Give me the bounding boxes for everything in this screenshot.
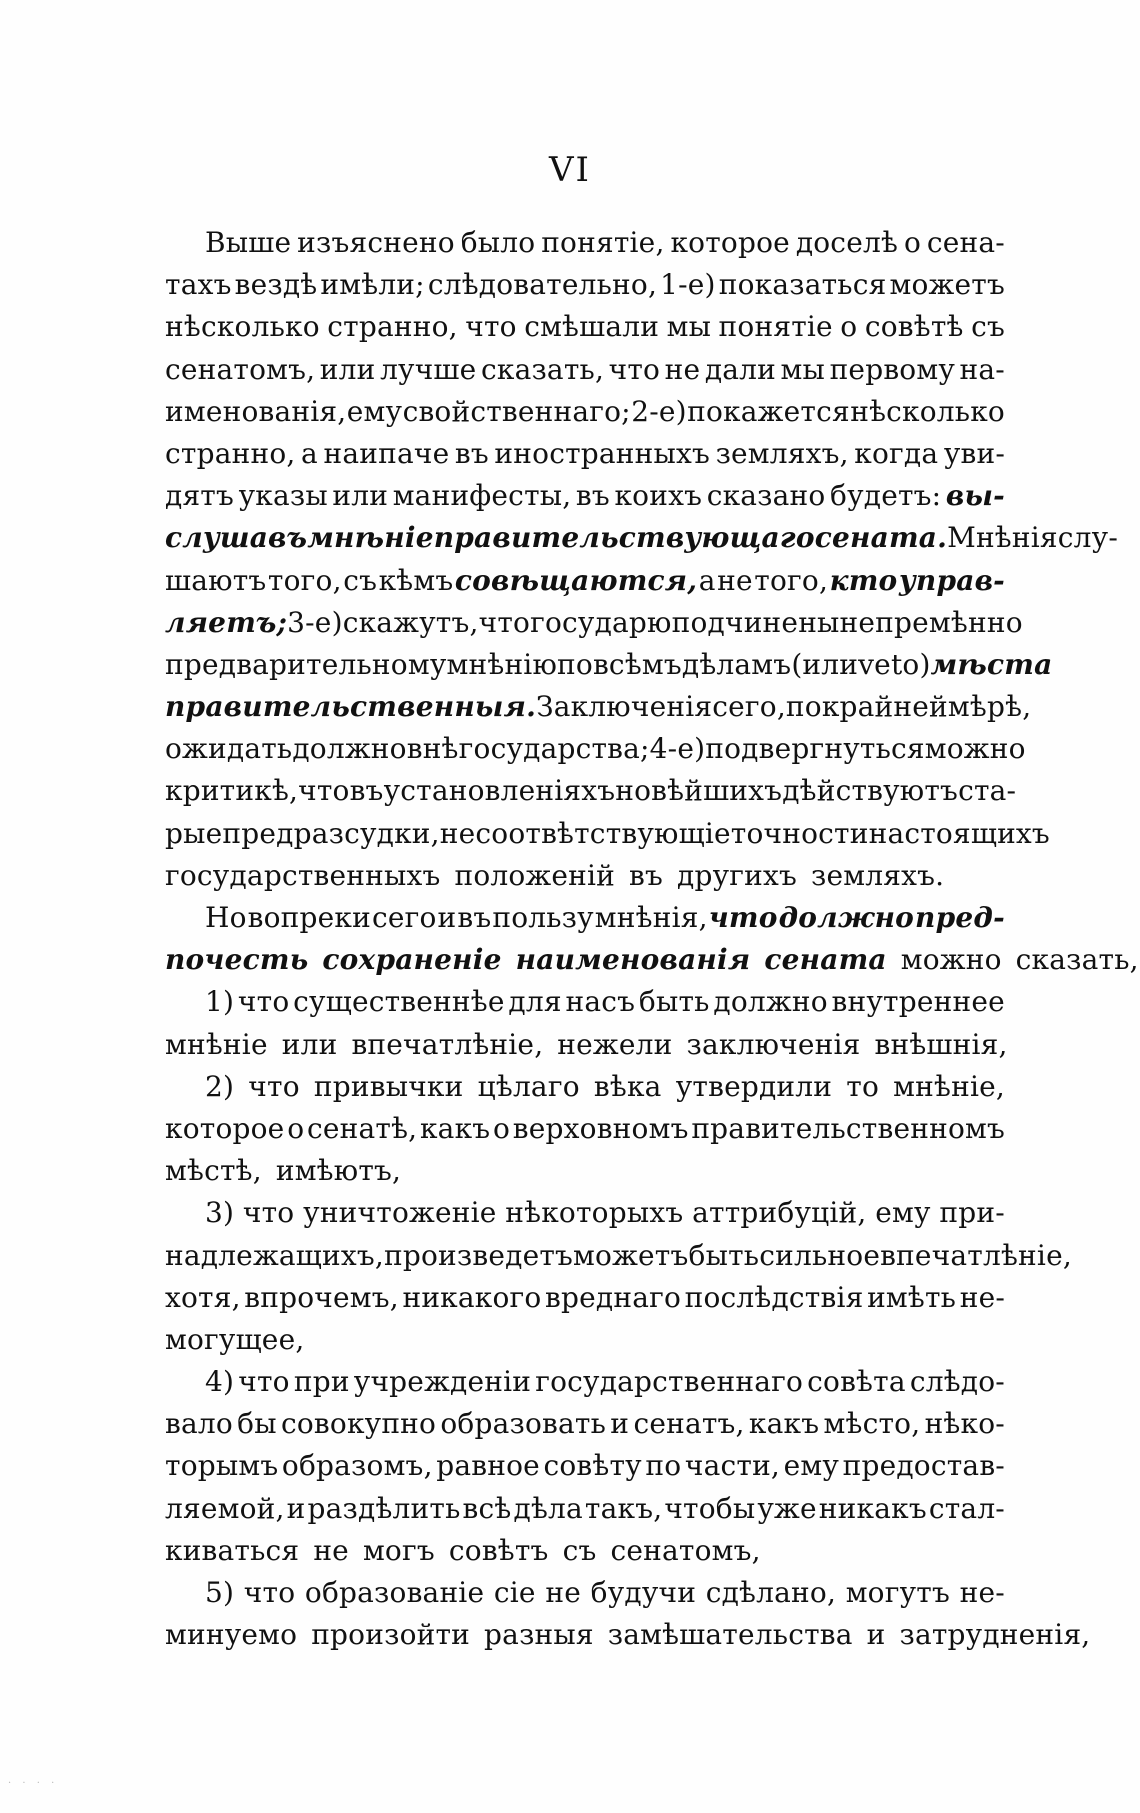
text-line [165,1108,1005,1150]
word: раздѣлить [307,1491,461,1525]
text-line [165,813,1050,855]
text-line [165,1150,1005,1192]
text-line [165,855,1005,897]
text-line [165,644,1053,686]
text-line [165,222,1005,264]
text-line [165,264,1005,306]
word: что [242,1196,295,1230]
word: не- [959,1576,1005,1609]
word: уже [757,1491,817,1525]
word: можно [900,943,1002,977]
word: и [286,1491,306,1525]
word: сдѣлано, [705,1576,837,1609]
word: 2) [205,1069,235,1103]
scan-edge-dots: · · · · [8,1778,59,1789]
text-line [165,433,1005,475]
word: дѣла [513,1491,583,1525]
word: когда [854,436,939,470]
word: лучше [380,352,477,386]
word: образовать [440,1407,607,1441]
text-line [165,1445,1005,1487]
word: аттрибуцій, [692,1196,867,1230]
emphasized-word: кто [829,563,898,597]
word: что [298,774,350,808]
text-line [165,770,1017,812]
word: всѣ [462,1491,512,1525]
emphasized-word: должно [778,901,915,934]
emphasized-word: слушавъ [165,521,308,555]
word: а [698,563,716,597]
word: сенатѣ, [306,1111,418,1145]
text-line [165,391,1005,433]
word: сена- [926,226,1005,259]
word: сіе [493,1576,536,1609]
word: скажутъ, [342,605,479,639]
word: государства; [458,732,650,766]
word: послѣдствія [684,1280,864,1314]
word: именованія, [165,394,347,428]
word: при- [939,1196,1005,1230]
word: ему [875,1196,931,1230]
word: цѣлаго [477,1069,580,1103]
text-line [165,1235,1072,1277]
word: дятъ [165,479,235,513]
word: всѣмъ [592,647,682,681]
emphasized-word: совѣщаются, [454,563,698,597]
word: ему [346,394,403,428]
word: точности [730,816,869,850]
word: нѣкоторыхъ [505,1196,684,1230]
word: или [281,1027,338,1061]
word: хотя, [165,1280,241,1314]
word: мы [666,310,712,344]
word: въ [349,774,384,808]
word: по [645,1449,682,1483]
word: шаютъ [165,563,267,597]
word: понятіе, [541,226,665,259]
word: совѣта [807,1365,906,1399]
emphasized-word: сохраненіе [322,943,502,977]
word: странно, [165,436,296,470]
word: слу- [1057,521,1118,555]
word: иностранныхъ [494,436,711,470]
word: съ [971,310,1005,344]
word: не [664,352,701,386]
word: правительственномъ [691,1111,1005,1145]
word: быть [638,985,710,1019]
word: насъ [565,985,636,1019]
word: образованіе [304,1576,485,1609]
emphasized-word: сената [764,943,887,977]
word: минуемо [165,1618,298,1652]
word: кѣмъ [378,563,454,597]
word: 1) [205,985,235,1019]
word: имѣютъ, [275,1154,402,1188]
word: 5) [205,1576,235,1609]
word: предостав- [842,1449,1005,1483]
word: Но [205,901,247,934]
word: внутреннее [831,985,1005,1019]
word: сказать, [480,352,605,386]
word: будучи [590,1576,697,1609]
word: сенатомъ, [165,352,316,386]
word: свойственнаго; [402,394,631,428]
word: что [243,1576,296,1609]
word: учрежденіи [353,1365,532,1399]
word: что [465,310,517,344]
word: критикѣ, [165,774,299,808]
word: ожидать [165,732,293,766]
word: государственнаго [535,1365,804,1399]
emphasized-word: наименованія [515,943,751,977]
text-line [165,1530,1005,1572]
word: о [840,310,858,344]
word: смѣшали [524,310,660,344]
word: сказано [706,479,826,513]
word: съ [562,1533,597,1567]
word: киваться [165,1533,300,1567]
word: мѣрѣ, [947,690,1032,724]
text-line [165,517,1118,559]
word: (или [791,647,859,681]
word: утвердили [675,1069,833,1103]
word: что [238,1365,290,1399]
word: мнѣнію [446,647,558,681]
word: наипаче [323,436,450,470]
word: 4-е) [649,732,706,766]
word: совѣтѣ [864,310,964,344]
word: того, [754,563,829,597]
word: внѣшнія, [874,1027,1008,1061]
word: впрочемъ, [244,1280,399,1314]
word: о [287,1111,305,1145]
word: манифесты, [392,479,572,513]
word: ему [783,1449,840,1483]
page-number: VI [549,150,591,190]
word: совѣтъ [448,1533,549,1567]
word: Выше [205,226,292,259]
emphasized-word: почесть [165,943,309,977]
word: стал- [928,1491,1005,1525]
text-line [165,306,1005,348]
word: вопреки [247,901,371,934]
word: и [610,1407,630,1441]
word: Заключенія [536,690,713,724]
word: вѣка [593,1069,662,1103]
word: и [437,901,457,934]
word: мнѣніе, [893,1069,1005,1103]
emphasized-word: ляетъ; [165,605,288,639]
word: сказать, [1015,943,1139,977]
word: надлежащихъ, [165,1238,385,1272]
word: разныя [484,1618,594,1652]
word: ляемой, [165,1491,285,1525]
word: совокупно [280,1407,437,1441]
word: тахъ [165,268,232,302]
text-line [165,1614,1091,1656]
word: въ [629,858,664,892]
text-line [165,728,1026,770]
word: сенатъ, [633,1407,745,1441]
word: можетъ [573,1238,689,1272]
word: ста- [958,774,1017,808]
word: мнѣніе [165,1027,268,1061]
emphasized-word: мѣста [930,647,1053,681]
word: будетъ: [830,479,942,513]
text-line [165,1024,1008,1066]
word: 1-е) [660,268,716,302]
word: подвергнуться [705,732,925,766]
word: въ [454,436,489,470]
word: 4) [205,1365,235,1399]
word: дали [704,352,776,386]
text-line [165,560,1005,602]
word: вездѣ [234,268,318,302]
word: veto) [858,647,931,681]
word: вреднаго [545,1280,682,1314]
word: для [508,985,562,1019]
word: то [846,1069,880,1103]
word: о [493,1111,511,1145]
word: въ [575,479,610,513]
word: могъ [362,1533,435,1567]
emphasized-word: вы- [945,479,1005,513]
word: такъ, [584,1491,663,1525]
word: пользу [492,901,594,934]
word: произойти [311,1618,471,1652]
emphasized-word: управ- [898,563,1005,597]
word: другихъ [677,858,798,892]
word: земляхъ, [715,436,849,470]
word: новѣйшихъ [615,774,783,808]
word: сенатомъ, [610,1533,761,1567]
emphasized-word: пред- [915,901,1005,934]
word: 2-е) [631,394,687,428]
word: земляхъ. [811,858,945,892]
word: нѣсколько [165,310,320,344]
word: которое [670,226,790,259]
word: торымъ [165,1449,279,1483]
word: впечатлѣніе, [880,1238,1072,1272]
text-line [165,1488,1005,1530]
word: было [460,226,536,259]
text-line [165,1319,1005,1361]
word: государственныхъ [165,858,441,892]
word: не- [959,1280,1005,1314]
text-line [165,897,1005,939]
word: крайней [821,690,948,724]
word: внѣ [406,732,459,766]
word: странно, [327,310,458,344]
word: можно [924,732,1026,766]
word: существеннѣе [293,985,505,1019]
emphasized-word: что [708,901,778,934]
word: мнѣнія, [594,901,708,934]
text-line [165,1066,1005,1108]
word: что [237,985,290,1019]
word: изъяснено [297,226,455,259]
text-line [165,349,1005,391]
word: несоотвѣтствующіе [439,816,731,850]
word: никакого [402,1280,542,1314]
word: покажется [687,394,850,428]
text-line [165,981,1005,1023]
word: показаться [718,268,887,302]
word: какъ [419,1111,491,1145]
word: настоящихъ [868,816,1050,850]
word: не [545,1576,581,1609]
text-line [165,475,1005,517]
emphasized-word: правительствующаго [433,521,815,555]
word: сего [371,901,437,934]
word: равное [436,1449,540,1483]
word: какъ [748,1407,820,1441]
word: замѣшательства [607,1618,853,1652]
word: нежели [557,1027,673,1061]
emphasized-word: сената. [814,521,948,555]
word: привычки [313,1069,464,1103]
text-line [165,1277,1005,1319]
text-line [165,686,1032,728]
word: мѣстѣ, [165,1154,262,1188]
word: дѣламъ [681,647,792,681]
word: которое [165,1111,285,1145]
word: бы [237,1407,277,1441]
word: указы [238,479,328,513]
word: могущее, [165,1322,305,1356]
text-line [165,1192,1005,1234]
body-text [165,222,1139,1656]
word: и [866,1618,886,1652]
word: того, [267,563,342,597]
word: мы [780,352,826,386]
word: не [717,563,753,597]
word: сего, [712,690,786,724]
word: непремѣнно [839,605,1023,639]
word: рые [165,816,223,850]
word: что [248,1069,300,1103]
word: 3) [205,1196,235,1230]
word: не [313,1533,349,1567]
word: заключенія [686,1027,861,1061]
word: на- [959,352,1005,386]
word: съ [343,563,378,597]
word: а [301,436,318,470]
word: что [608,352,661,386]
word: образомъ, [281,1449,433,1483]
text-line [165,602,1023,644]
word: первому [829,352,955,386]
emphasized-word: мнѣніе [307,521,434,555]
word: можетъ [889,268,1005,302]
word: никакъ [818,1491,927,1525]
word: дѣйствуютъ [782,774,959,808]
word: по [557,647,593,681]
word: нѣко- [924,1407,1005,1441]
word: подчинены [671,605,840,639]
word: предразсудки, [222,816,440,850]
word: установленіяхъ [383,774,616,808]
word: предварительному [165,647,447,681]
word: въ [457,901,492,934]
word: быть [688,1238,760,1272]
word: впечатлѣніе, [351,1027,544,1061]
word: о [903,226,921,259]
word: государю [530,605,672,639]
word: нѣсколько [850,394,1005,428]
word: понятіе [718,310,833,344]
word: совѣту [543,1449,642,1483]
word: положеній [454,858,616,892]
emphasized-word: правительственныя. [165,690,537,724]
word: по [785,690,822,724]
word: сильное [759,1238,881,1272]
word: уви- [943,436,1005,470]
text-line [165,1572,1005,1614]
text-line [165,1361,1005,1403]
word: должно [292,732,407,766]
word: затрудненія, [899,1618,1091,1652]
word: вало [165,1407,233,1441]
word: слѣдовательно, [427,268,658,302]
text-line [165,1403,1005,1445]
word: доселѣ [795,226,899,259]
word: мѣсто, [823,1407,921,1441]
word: коихъ [614,479,703,513]
text-line [165,939,1139,981]
word: имѣли; [320,268,425,302]
word: что [478,605,531,639]
word: части, [684,1449,781,1483]
word: или [319,352,376,386]
word: должно [713,985,828,1019]
word: слѣдо- [909,1365,1005,1399]
word: при [293,1365,350,1399]
word: верховномъ [512,1111,689,1145]
word: имѣть [867,1280,957,1314]
word: чтобы [664,1491,756,1525]
word: или [332,479,389,513]
word: уничтоженіе [303,1196,497,1230]
word: могутъ [845,1576,950,1609]
word: Мнѣнія [947,521,1058,555]
word: произведетъ [384,1238,574,1272]
word: 3-е) [287,605,343,639]
